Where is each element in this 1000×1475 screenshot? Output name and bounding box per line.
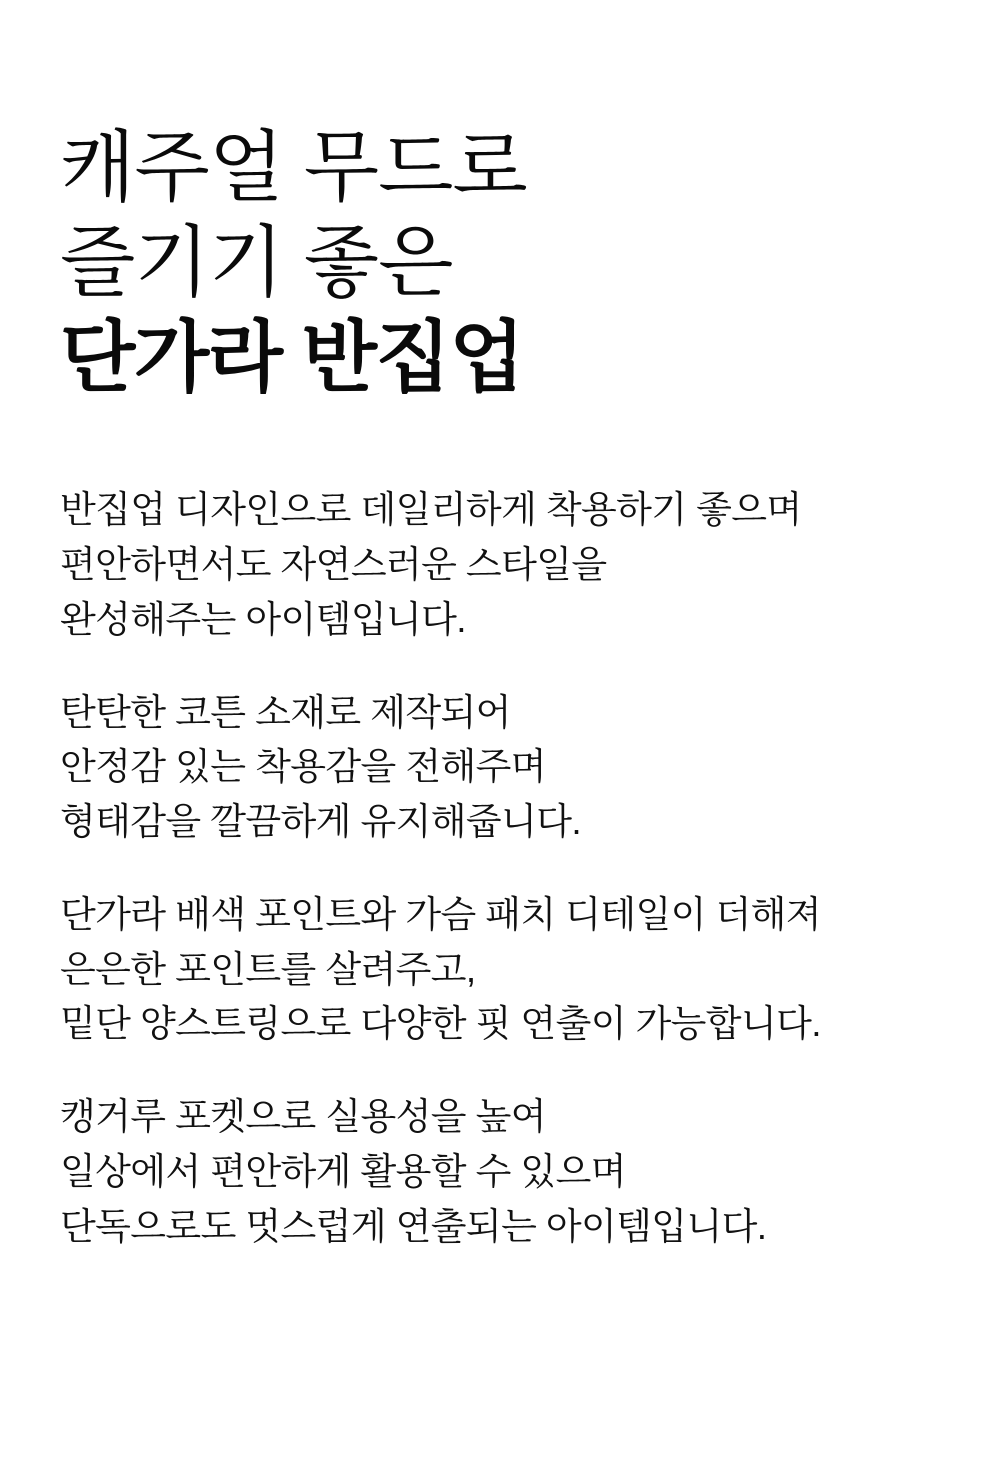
paragraph-3 [60,888,940,1052]
paragraph-2-line-1: 탄탄한 코튼 소재로 제작되어 [60,691,511,733]
headline-line-2: 즐기기 좋은 [60,218,453,307]
paragraph-4-line-1: 캥거루 포켓으로 실용성을 높여 [60,1096,546,1138]
paragraph-1-line-2: 편안하면서도 자연스러운 스타일을 [60,544,607,586]
paragraph-4-line-3: 단독으로도 멋스럽게 연출되는 아이템입니다. [60,1205,767,1247]
paragraph-3-line-2: 은은한 포인트를 살려주고, [60,948,476,990]
headline-line-1: 캐주얼 무드로 [60,123,527,211]
paragraph-4 [60,1090,940,1254]
description-body [60,483,940,1254]
paragraph-3-line-1: 단가라 배색 포인트와 가슴 패치 디테일이 더해져 [60,893,821,935]
headline-line-3: 단가라 반집업 [60,313,524,402]
paragraph-2-line-2: 안정감 있는 착용감을 전해주며 [60,746,546,788]
paragraph-3-line-3: 밑단 양스트링으로 다양한 핏 연출이 가능합니다. [60,1003,821,1045]
paragraph-1-line-1: 반집업 디자인으로 데일리하게 착용하기 좋으며 [60,489,802,531]
paragraph-2-line-3: 형태감을 깔끔하게 유지해줍니다. [60,801,582,843]
paragraph-1-line-3: 완성해주는 아이템입니다. [60,598,466,640]
page-title [60,120,940,405]
paragraph-4-line-2: 일상에서 편안하게 활용할 수 있으며 [60,1150,626,1192]
paragraph-1 [60,483,940,647]
paragraph-2 [60,686,940,850]
